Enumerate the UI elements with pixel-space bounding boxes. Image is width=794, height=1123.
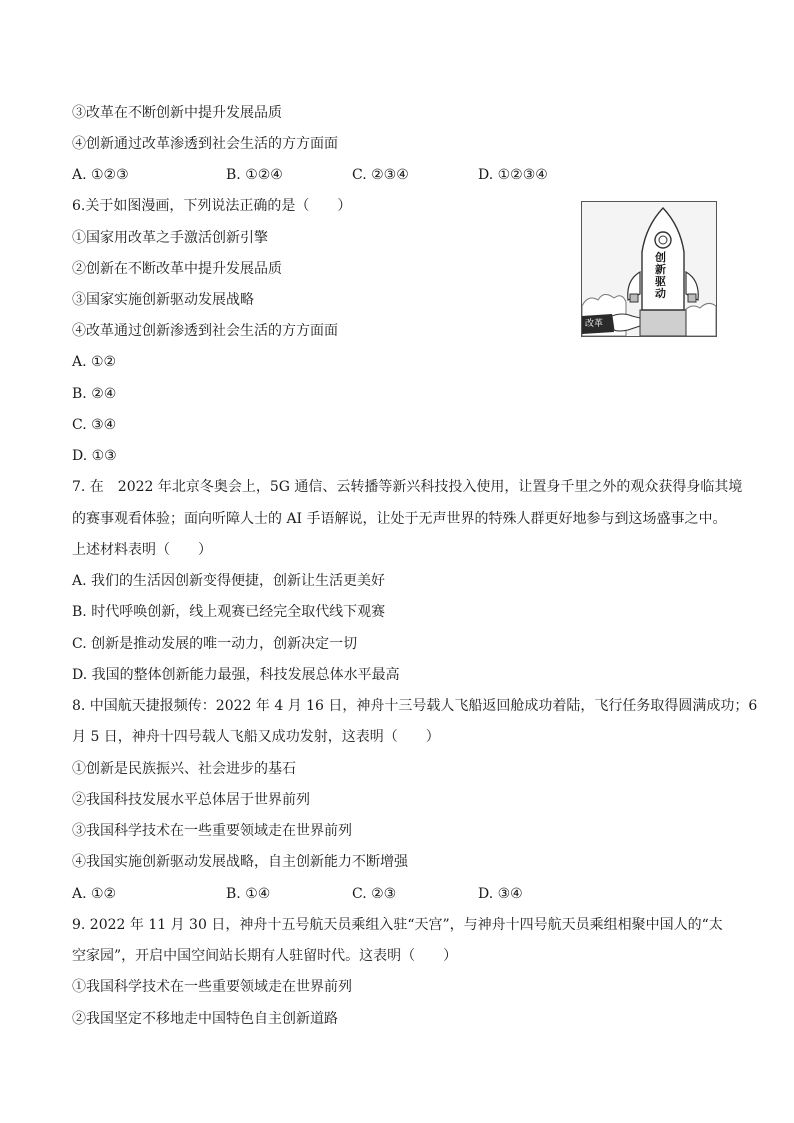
q7-stem-line-3: 上述材料表明（ ） <box>72 542 212 558</box>
q6-statement-1: ①国家用改革之手激活创新引擎 <box>72 230 268 246</box>
q5-option-b: B. ①②④ <box>226 167 283 183</box>
reform-sleeve-label: 改革 <box>585 319 604 329</box>
rocket-cartoon-drawing <box>582 202 716 336</box>
q5-statement-4: ④创新通过改革渗透到社会生活的方方面面 <box>72 136 338 152</box>
q6-option-a: A. ①② <box>72 354 117 370</box>
q7-option-b: B. 时代呼唤创新，线上观赛已经完全取代线下观赛 <box>72 604 386 620</box>
q8-option-c: C. ②③ <box>352 886 397 902</box>
q8-stem-line-2: 月 5 日，神舟十四号载人飞船又成功发射，这表明（ ） <box>72 729 440 745</box>
q5-statement-3: ③改革在不断创新中提升发展品质 <box>72 105 282 121</box>
q8-option-d: D. ③④ <box>478 886 523 902</box>
rocket-cartoon <box>581 201 717 337</box>
q8-option-a: A. ①② <box>72 886 117 902</box>
q6-option-b: B. ②④ <box>72 386 117 402</box>
q5-option-d: D. ①②③④ <box>478 167 548 183</box>
q9-stem-line-2: 空家园”，开启中国空间站长期有人驻留时代。这表明（ ） <box>72 948 458 964</box>
q6-stem: 6.关于如图漫画，下列说法正确的是（ ） <box>72 198 352 214</box>
q6-statement-4: ④改革通过创新渗透到社会生活的方方面面 <box>72 323 338 339</box>
q8-option-b: B. ①④ <box>226 886 271 902</box>
q6-option-c: C. ③④ <box>72 417 117 433</box>
q5-option-c: C. ②③④ <box>352 167 409 183</box>
q6-option-d: D. ①③ <box>72 448 117 464</box>
q7-option-d: D. 我国的整体创新能力最强，科技发展总体水平最高 <box>72 667 400 683</box>
q9-stem-line-1: 9. 2022 年 11 月 30 日，神舟十五号航天员乘组入驻“天宫”，与神舟十四号航天员乘组相聚中国人的“太 <box>72 917 723 933</box>
q7-option-c: C. 创新是推动发展的唯一动力，创新决定一切 <box>72 636 358 652</box>
rocket-label: 创新驱动 <box>655 251 666 300</box>
q7-option-a: A. 我们的生活因创新变得便捷，创新让生活更美好 <box>72 573 386 589</box>
q7-stem-line-1: 7. 在 2022 年北京冬奥会上，5G 通信、云转播等新兴科技投入使用，让置身千里之外的观众获得身临其境 <box>72 479 743 495</box>
q5-option-a: A. ①②③ <box>72 167 129 183</box>
q6-statement-2: ②创新在不断改革中提升发展品质 <box>72 261 282 277</box>
q6-statement-3: ③国家实施创新驱动发展战略 <box>72 292 254 308</box>
q9-statement-1: ①我国科学技术在一些重要领域走在世界前列 <box>72 979 352 995</box>
q9-statement-2: ②我国坚定不移地走中国特色自主创新道路 <box>72 1011 338 1027</box>
q8-statement-2: ②我国科技发展水平总体居于世界前列 <box>72 792 310 808</box>
q8-statement-1: ①创新是民族振兴、社会进步的基石 <box>72 761 296 777</box>
q7-stem-line-2: 的赛事观看体验；面向听障人士的 AI 手语解说，让处于无声世界的特殊人群更好地参与到这场盛事之中。 <box>72 511 727 527</box>
q8-statement-3: ③我国科学技术在一些重要领域走在世界前列 <box>72 823 352 839</box>
q8-statement-4: ④我国实施创新驱动发展战略，自主创新能力不断增强 <box>72 854 408 870</box>
q8-stem-line-1: 8. 中国航天捷报频传：2022 年 4 月 16 日，神舟十三号载人飞船返回舱成功着陆，飞行任务取得圆满成功；6 <box>72 698 758 714</box>
